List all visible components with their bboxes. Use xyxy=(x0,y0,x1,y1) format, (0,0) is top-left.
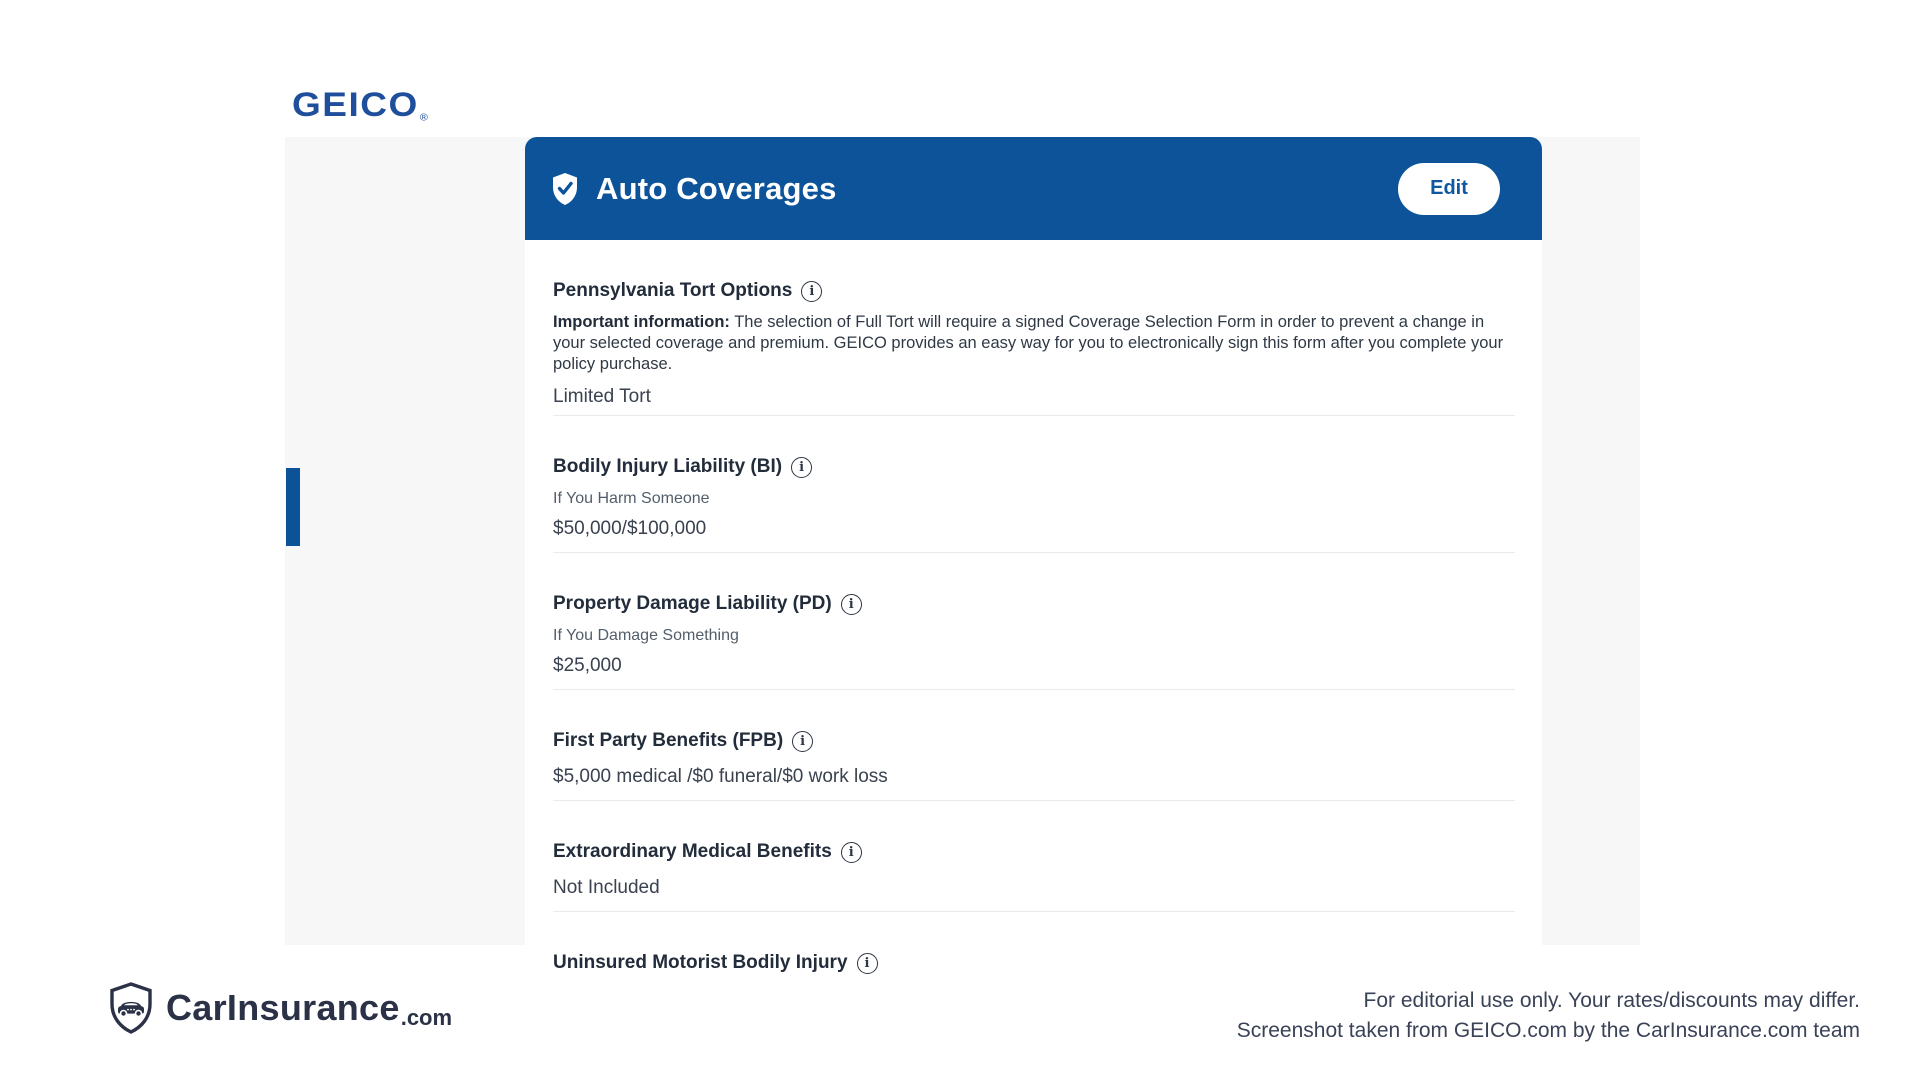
coverage-subtitle: If You Damage Something xyxy=(553,627,739,644)
geico-logo-text: GEICO xyxy=(292,85,419,124)
coverage-section xyxy=(553,553,1515,690)
info-icon[interactable]: i xyxy=(841,594,862,615)
coverage-title: Pennsylvania Tort Options xyxy=(553,280,793,301)
coverage-value: $50,000/$100,000 xyxy=(553,518,707,539)
editorial-disclaimer xyxy=(1237,986,1860,1046)
coverage-title: Bodily Injury Liability (BI) xyxy=(553,456,783,477)
coverage-value: Not Included xyxy=(553,877,660,898)
carinsurance-brand xyxy=(108,982,452,1034)
auto-coverages-card xyxy=(525,137,1542,1025)
auto-coverages-header xyxy=(525,137,1542,240)
coverage-section xyxy=(553,240,1515,416)
registered-trademark-symbol: ® xyxy=(419,112,428,124)
coverage-section xyxy=(553,416,1515,553)
brand-suffix: .com xyxy=(400,1005,453,1030)
shield-check-icon xyxy=(550,172,580,206)
coverage-subtitle: If You Harm Someone xyxy=(553,490,710,507)
coverage-section xyxy=(553,801,1515,912)
edit-button[interactable]: Edit xyxy=(1398,163,1500,215)
geico-logo[interactable] xyxy=(292,86,428,125)
scrollbar-thumb[interactable] xyxy=(286,468,300,546)
coverage-note-label: Important information: xyxy=(553,313,730,331)
card-title: Auto Coverages xyxy=(596,170,837,206)
coverage-title: Property Damage Liability (PD) xyxy=(553,593,832,614)
info-icon[interactable]: i xyxy=(801,281,822,302)
disclaimer-line-1: For editorial use only. Your rates/discounts may differ. xyxy=(1363,989,1860,1012)
coverage-title: First Party Benefits (FPB) xyxy=(553,730,784,751)
car-shield-icon xyxy=(108,982,154,1034)
content-viewport xyxy=(285,137,1640,973)
coverage-title: Extraordinary Medical Benefits xyxy=(553,841,832,862)
coverage-section xyxy=(553,690,1515,801)
coverage-value: $25,000 xyxy=(553,655,622,676)
brand-name: CarInsurance xyxy=(166,987,400,1028)
info-icon[interactable]: i xyxy=(791,457,812,478)
coverage-title: Uninsured Motorist Bodily Injury xyxy=(553,952,848,973)
disclaimer-line-2: Screenshot taken from GEICO.com by the CarInsurance.com team xyxy=(1236,1019,1860,1042)
info-icon[interactable]: i xyxy=(841,842,862,863)
card-body xyxy=(525,240,1542,1025)
coverage-value: $5,000 medical /$0 funeral/$0 work loss xyxy=(553,766,888,787)
coverage-section xyxy=(553,912,1515,985)
coverage-note-text: The selection of Full Tort will require a signed Coverage Selection Form in order to prevent a change in your selected coverage and premium. GEICO provides an easy way for you to electronically sign this form after you complete your policy purchase. xyxy=(553,313,1504,373)
coverage-important-note xyxy=(553,312,1515,375)
info-icon[interactable]: i xyxy=(792,731,813,752)
coverage-value: Limited Tort xyxy=(553,386,651,407)
info-icon[interactable]: i xyxy=(857,953,878,974)
